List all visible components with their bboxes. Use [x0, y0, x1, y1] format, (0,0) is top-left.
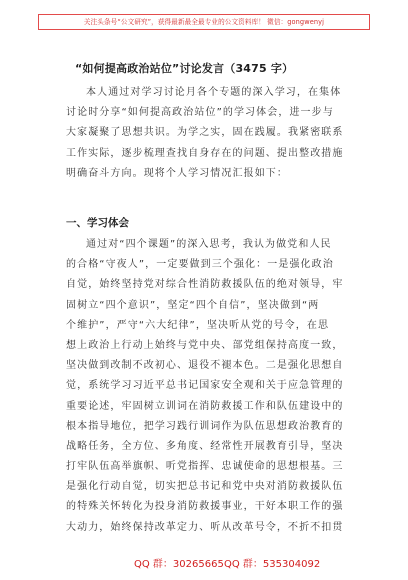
paragraph-line: 大动力，始终保持改革定力、听从改革号令，不折不扣贯	[66, 521, 344, 533]
paragraph-line: 通过对“四个课题”的深入思考，我认为做党和人民	[86, 239, 332, 250]
paragraph-line: 觉，系统学习习近平总书记国家安全观和关于应急管理的	[66, 380, 344, 392]
paragraph-line: 讨论时分享“如何提高政治站位”的学习体会，进一步与	[66, 107, 334, 119]
page-footer	[0, 555, 408, 569]
paragraph-line: 根本指导地位，把学习践行训词作为队伍思想政治教育的	[66, 420, 344, 432]
paragraph-line: 战略任务，全方位、多角度、经常性开展教育引导，坚决	[66, 440, 344, 452]
intro-paragraph	[66, 83, 366, 184]
paragraph-line: 是强化行动自觉，切实把总书记和党中央对消防救援队伍	[66, 481, 344, 493]
paragraph-line: 工作实际，逐步梳理查找自身存在的问题、提出整改措施	[66, 147, 344, 159]
paragraph-line: 打牢队伍高举旗帜、听党指挥、忠诚使命的思想根基。三	[66, 461, 344, 473]
paragraph-line: 个维护”，严守“六大纪律”，坚决听从党的号令，在思	[66, 319, 330, 331]
paragraph-line: 本人通过对学习讨论月各个专题的深入学习，在集体	[86, 87, 342, 98]
body-paragraph	[66, 235, 366, 538]
paragraph-line: 的特殊关怀转化为投身消防救援事业，干好本职工作的强	[66, 501, 344, 513]
paragraph-line: 自觉，始终坚持党对综合性消防救援队伍的绝对领导，牢	[66, 279, 344, 291]
paragraph-line: 大家凝聚了思想共识。为学之实，固在践履。我紧密联系	[66, 127, 344, 139]
paragraph-line: 想上政治上行动上始终与党中央、部党组保持高度一致，	[66, 339, 344, 351]
paragraph-line: 固树立“四个意识”，坚定“四个自信”，坚决做到“两	[66, 299, 320, 311]
paragraph-line: 坚决做到改制不改初心、退役不褪本色。二是强化思想自	[66, 360, 344, 372]
paragraph-line: 重要论述，牢固树立训词在消防救援工作和队伍建设中的	[66, 400, 344, 412]
qq-group-2: QQ 群：535304092	[224, 559, 321, 570]
section-heading: 一、学习体会	[66, 217, 129, 229]
top-banner: 关注头条号“公文研究”，获得最新最全最专业的公文资料库！ 微信：gongwenyj	[38, 14, 370, 30]
paragraph-line: 的合格“守夜人”，一定要做到三个强化：一是强化政治	[66, 259, 334, 271]
document-title: “如何提高政治站位”讨论发言（3475 字）	[75, 62, 294, 75]
qq-group-1: QQ 群：30265665	[134, 559, 224, 570]
paragraph-line: 明确奋斗方向。现将个人学习情况汇报如下：	[66, 167, 288, 179]
